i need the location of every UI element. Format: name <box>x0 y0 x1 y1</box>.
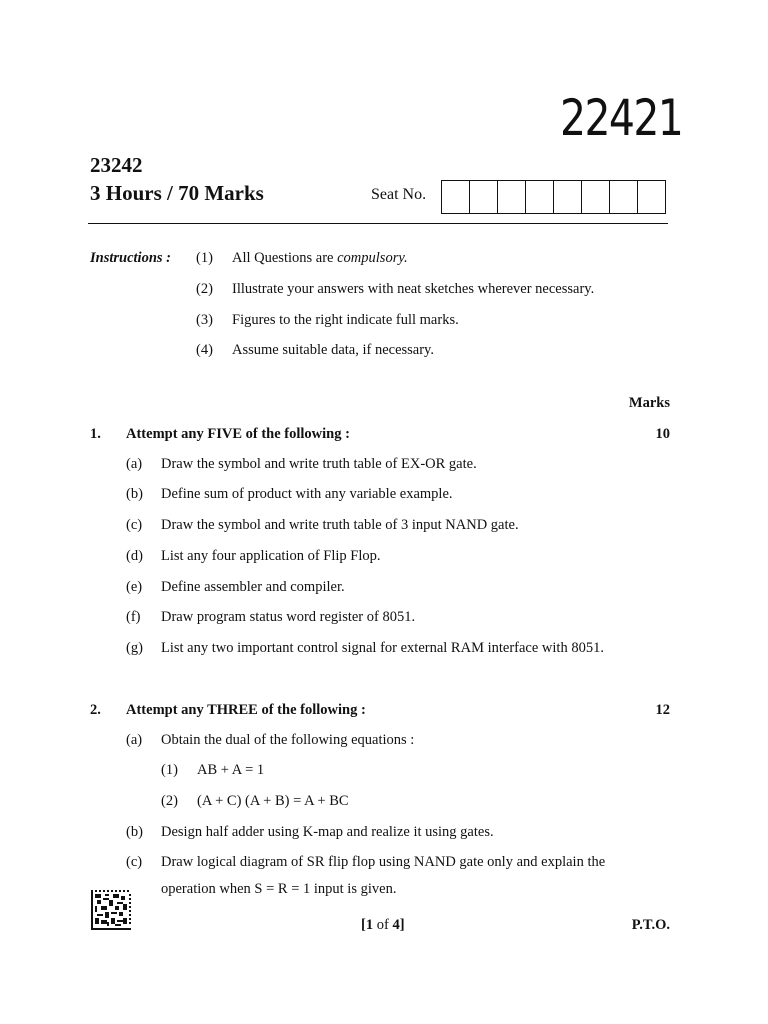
part-label: (e) <box>126 579 143 595</box>
part-text-continued: operation when S = R = 1 input is given. <box>161 881 397 897</box>
instruction-text: Illustrate your answers with neat sketches wherever necessary. <box>232 281 595 297</box>
seat-number-box[interactable] <box>554 181 582 213</box>
paper-code: 22421 <box>560 89 683 147</box>
instruction-emphasis: compulsory. <box>337 250 408 266</box>
question-title: Attempt any FIVE of the following : <box>126 426 350 442</box>
instruction-text: Assume suitable data, if necessary. <box>232 342 434 358</box>
part-label: (a) <box>126 732 143 748</box>
instruction-text: Figures to the right indicate full marks. <box>232 312 459 328</box>
part-text: Draw the symbol and write truth table of 3 input NAND gate. <box>161 517 519 533</box>
marks-heading: Marks <box>628 395 670 411</box>
instructions-label: Instructions : <box>90 250 171 266</box>
part-label: (c) <box>126 517 143 533</box>
part-label: (g) <box>126 640 143 656</box>
part-text: Draw program status word register of 8051. <box>161 609 416 625</box>
question-marks: 12 <box>655 702 670 718</box>
part-text: Draw the symbol and write truth table of EX-OR gate. <box>161 456 477 472</box>
part-text: Obtain the dual of the following equations : <box>161 732 415 748</box>
part-label: (d) <box>126 548 143 564</box>
instruction-number: (1) <box>196 250 213 266</box>
seat-number-box[interactable] <box>610 181 638 213</box>
part-label: (a) <box>126 456 143 472</box>
page-number: 1 <box>365 917 374 933</box>
header-divider <box>88 223 668 224</box>
subject-code: 23242 <box>90 153 143 177</box>
instruction-text <box>232 250 408 267</box>
datamatrix-barcode-icon <box>91 890 131 930</box>
seat-number-box[interactable] <box>582 181 610 213</box>
seat-number-box[interactable] <box>526 181 554 213</box>
page-indicator <box>361 917 405 934</box>
instruction-text-plain: All Questions are <box>232 250 338 266</box>
instruction-number: (4) <box>196 342 213 358</box>
duration-marks: 3 Hours / 70 Marks <box>90 181 264 205</box>
seat-number-box[interactable] <box>498 181 526 213</box>
subpart-equation: (A + C) (A + B) = A + BC <box>197 793 349 809</box>
page-of: of <box>373 917 393 933</box>
part-label: (b) <box>126 824 143 840</box>
subpart-label: (2) <box>161 793 178 809</box>
seat-number-box[interactable] <box>442 181 470 213</box>
subpart-equation: AB + A = 1 <box>197 762 265 778</box>
seat-number-box[interactable] <box>470 181 498 213</box>
part-text: Define sum of product with any variable example. <box>161 486 453 502</box>
seat-number-label: Seat No. <box>371 186 427 203</box>
pto-label: P.T.O. <box>631 917 670 933</box>
part-text: List any two important control signal for external RAM interface with 8051. <box>161 640 604 656</box>
question-number: 2. <box>90 702 101 718</box>
part-text: Design half adder using K-map and realize it using gates. <box>161 824 494 840</box>
seat-number-box[interactable] <box>638 181 666 213</box>
page-total: 4 <box>392 917 400 933</box>
part-text: List any four application of Flip Flop. <box>161 548 381 564</box>
part-text: Draw logical diagram of SR flip flop using NAND gate only and explain the <box>161 854 606 870</box>
part-label: (f) <box>126 609 141 625</box>
part-label: (b) <box>126 486 143 502</box>
instruction-number: (2) <box>196 281 213 297</box>
seat-number-boxes[interactable] <box>441 180 666 214</box>
page-bracket-open: [ <box>361 917 366 933</box>
instruction-number: (3) <box>196 312 213 328</box>
part-text: Define assembler and compiler. <box>161 579 345 595</box>
question-title: Attempt any THREE of the following : <box>126 702 366 718</box>
question-marks: 10 <box>655 426 670 442</box>
subpart-label: (1) <box>161 762 178 778</box>
question-number: 1. <box>90 426 101 442</box>
page-bracket-close: ] <box>399 917 405 933</box>
part-label: (c) <box>126 854 143 870</box>
